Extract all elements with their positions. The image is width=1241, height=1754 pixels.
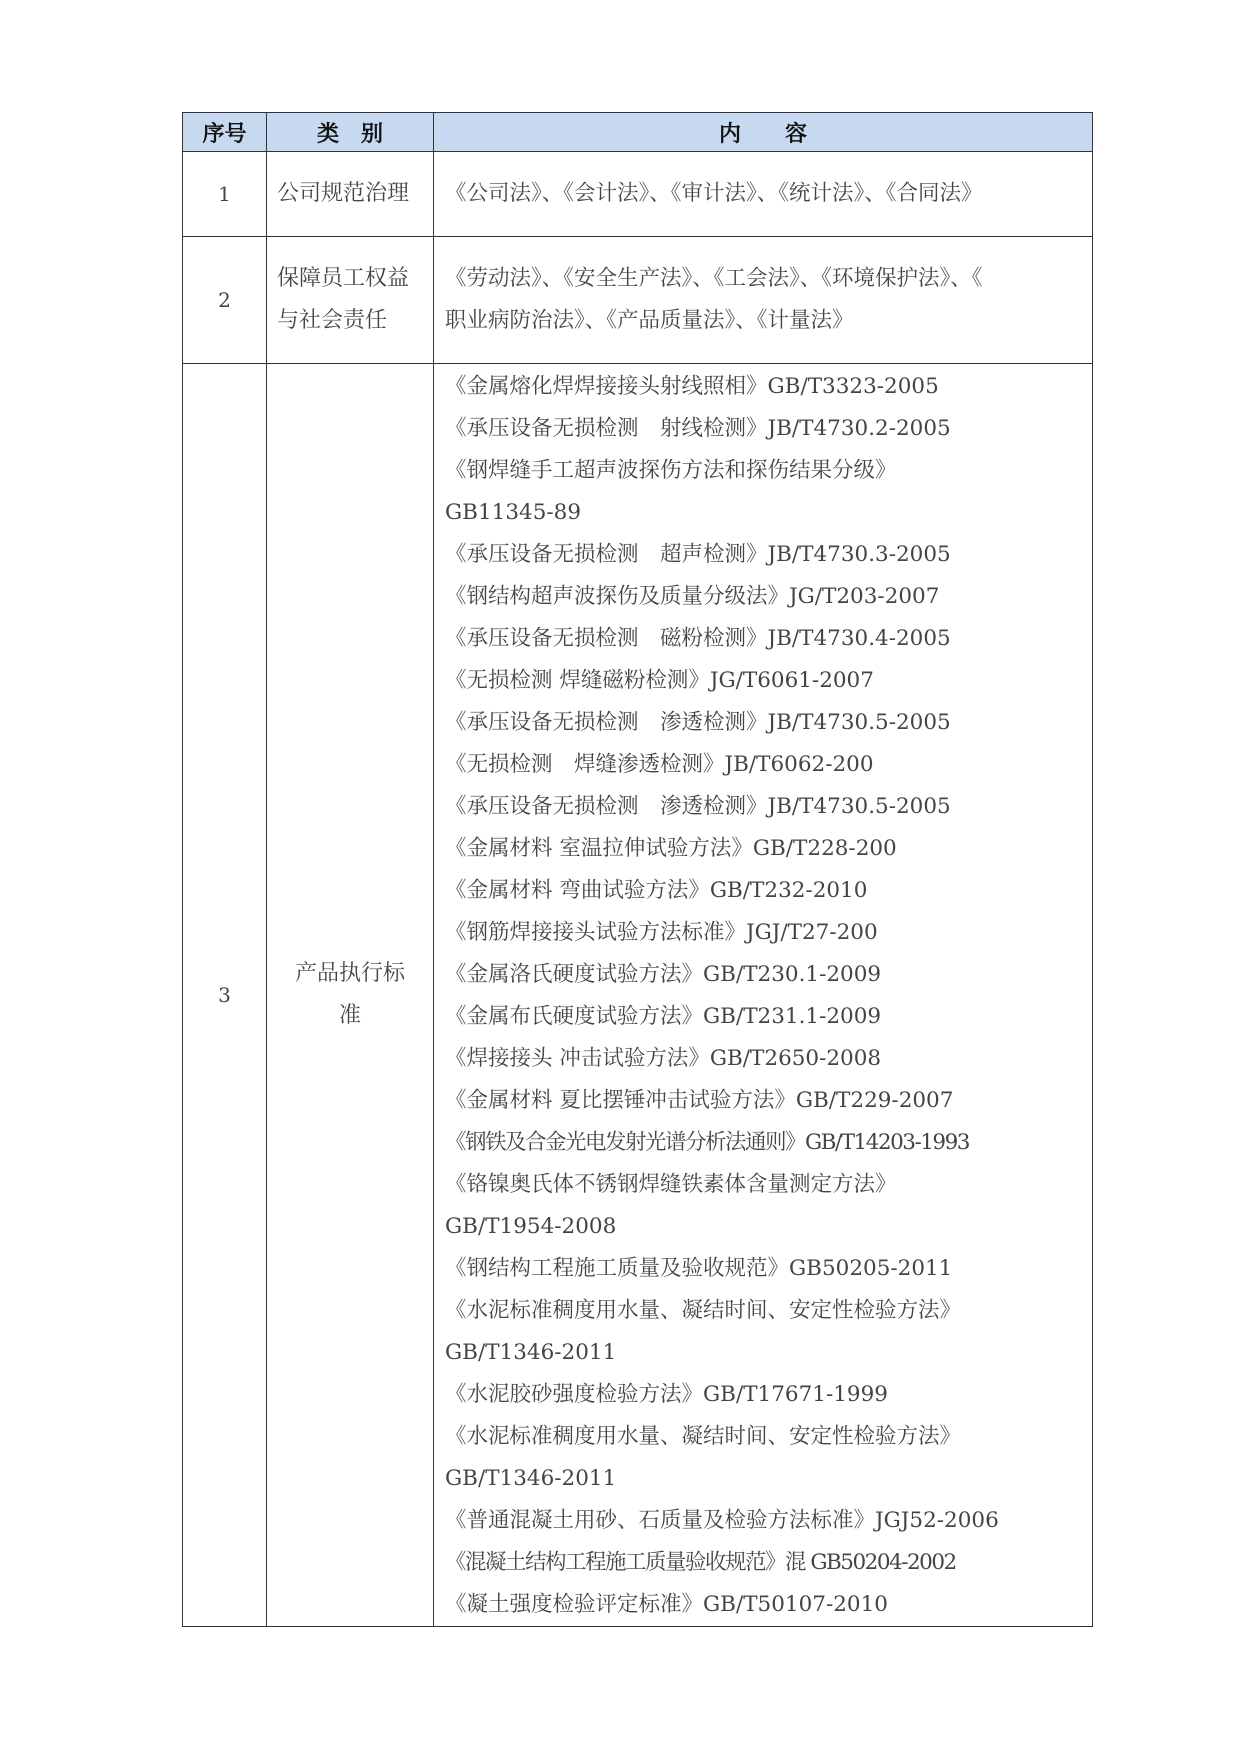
standard-line: 《金属布氏硬度试验方法》GB/T231.1-2009: [445, 1004, 882, 1029]
content-line: 《劳动法》、《安全生产法》、《工会法》、《环境保护法》、《: [445, 266, 983, 291]
standard-line: 《无损检测 焊缝渗透检测》JB/T6062-200: [445, 752, 874, 777]
standard-line: 《钢结构超声波探伤及质量分级法》JG/T203-2007: [445, 584, 940, 609]
row-category: 公司规范治理: [267, 152, 434, 237]
row-seq: 3: [183, 364, 267, 1627]
standards-list: [445, 364, 1082, 1626]
row-content: [434, 152, 1093, 237]
row-category: 保障员工权益与社会责任: [267, 237, 434, 364]
standard-line: 《金属洛氏硬度试验方法》GB/T230.1-2009: [445, 962, 882, 987]
row-content: [434, 364, 1093, 1627]
content-line: 《公司法》、《会计法》、《审计法》、《统计法》、《合同法》: [445, 181, 983, 206]
standard-line: 《金属材料 弯曲试验方法》GB/T232-2010: [445, 878, 868, 903]
standard-line: 《钢结构工程施工质量及验收规范》GB50205-2011: [445, 1256, 953, 1281]
row-seq: 1: [183, 152, 267, 237]
standard-line: GB/T1954-2008: [445, 1214, 617, 1239]
table-header-row: [183, 113, 1093, 152]
header-content: 内 容: [434, 113, 1093, 152]
standard-line: 《承压设备无损检测 渗透检测》JB/T4730.5-2005: [445, 794, 951, 819]
standard-line: 《水泥标准稠度用水量、凝结时间、安定性检验方法》: [445, 1424, 962, 1449]
table-row: [183, 237, 1093, 364]
standard-line: 《普通混凝土用砂、石质量及检验方法标准》JGJ52-2006: [445, 1508, 999, 1533]
standard-line: 《无损检测 焊缝磁粉检测》JG/T6061-2007: [445, 668, 874, 693]
standard-line: 《焊接接头 冲击试验方法》GB/T2650-2008: [445, 1046, 882, 1071]
standard-line: 《金属材料 夏比摆锤冲击试验方法》GB/T229-2007: [445, 1088, 954, 1113]
header-seq: 序号: [183, 113, 267, 152]
row-content: [434, 237, 1093, 364]
standard-line: 《钢铁及合金光电发射光谱分析法通则》GB/T14203-1993: [445, 1130, 969, 1155]
standard-line: 《金属熔化焊焊接接头射线照相》GB/T3323-2005: [445, 374, 939, 399]
standard-line: GB11345-89: [445, 500, 581, 525]
standard-line: 《混凝土结构工程施工质量验收规范》混 GB50204-2002: [445, 1550, 956, 1575]
table-row: [183, 364, 1093, 1627]
standard-line: 《水泥胶砂强度检验方法》GB/T17671-1999: [445, 1382, 888, 1407]
content-line: 职业病防治法》、《产品质量法》、《计量法》: [445, 308, 854, 333]
row-seq: 2: [183, 237, 267, 364]
standard-line: 《凝土强度检验评定标准》GB/T50107-2010: [445, 1592, 888, 1617]
row-category: 产品执行标准: [267, 364, 434, 1627]
standard-line: GB/T1346-2011: [445, 1340, 617, 1365]
standard-line: 《钢筋焊接接头试验方法标准》JGJ/T27-200: [445, 920, 878, 945]
standard-line: GB/T1346-2011: [445, 1466, 617, 1491]
header-category: 类 别: [267, 113, 434, 152]
standard-line: 《金属材料 室温拉伸试验方法》GB/T228-200: [445, 836, 897, 861]
standard-line: 《水泥标准稠度用水量、凝结时间、安定性检验方法》: [445, 1298, 962, 1323]
standard-line: 《钢焊缝手工超声波探伤方法和探伤结果分级》: [445, 458, 897, 483]
laws-standards-table: [182, 112, 1093, 1627]
standard-line: 《承压设备无损检测 射线检测》JB/T4730.2-2005: [445, 416, 951, 441]
standard-line: 《承压设备无损检测 渗透检测》JB/T4730.5-2005: [445, 710, 951, 735]
standard-line: 《承压设备无损检测 磁粉检测》JB/T4730.4-2005: [445, 626, 951, 651]
standard-line: 《铬镍奥氏体不锈钢焊缝铁素体含量测定方法》: [445, 1172, 897, 1197]
table-row: [183, 152, 1093, 237]
standard-line: 《承压设备无损检测 超声检测》JB/T4730.3-2005: [445, 542, 951, 567]
